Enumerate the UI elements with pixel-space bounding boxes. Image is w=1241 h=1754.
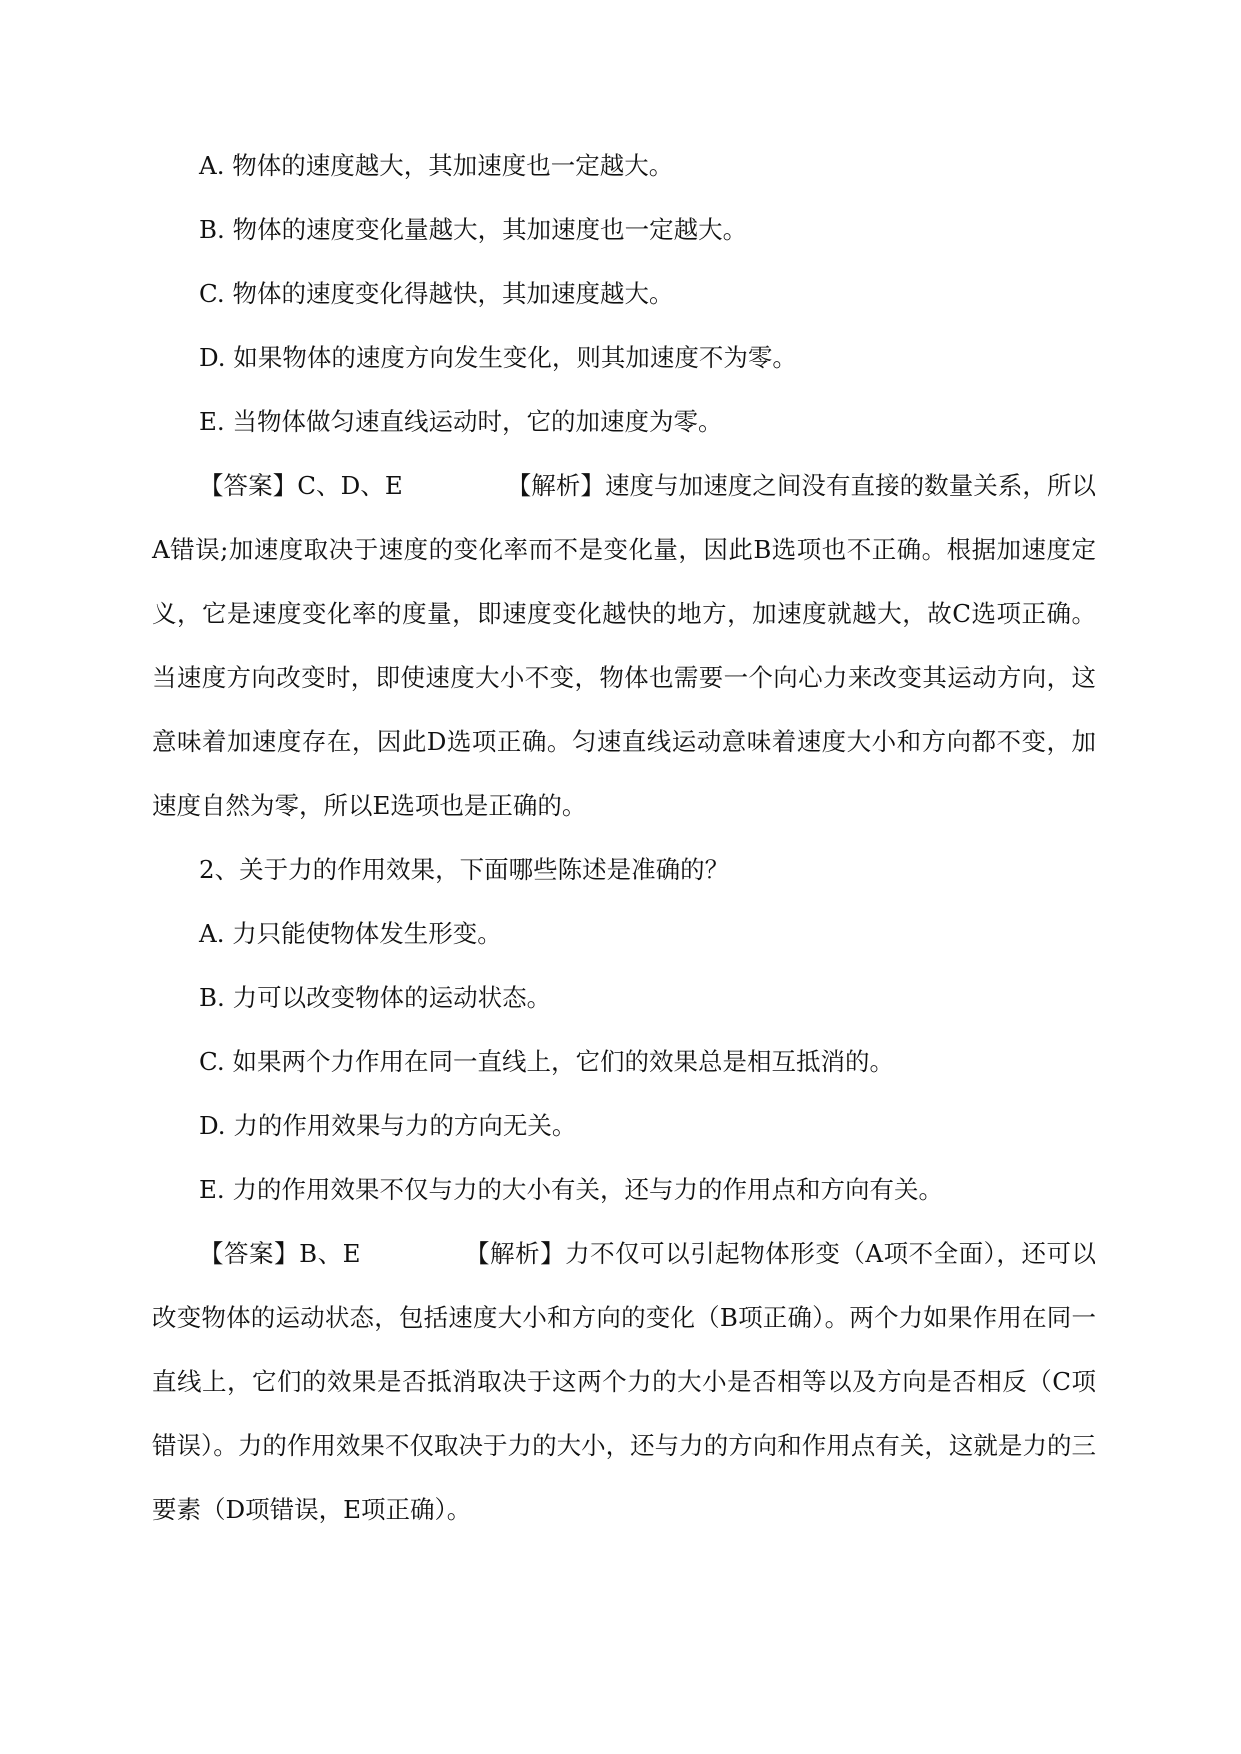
q1-analysis-label: 【解析】 [506,471,605,500]
q1-answer: 【答案】C、D、E [199,471,403,500]
q2-analysis-label: 【解析】 [464,1239,566,1268]
q1-option-d: D. 如果物体的速度方向发生变化，则其加速度不为零。 [199,343,797,372]
q1-option-c: C. 物体的速度变化得越快，其加速度越大。 [199,279,674,308]
q2-question: 2、关于力的作用效果，下面哪些陈述是准确的？ [199,855,730,884]
q2-analysis-text: 力不仅可以引起物体形变（A项不全面），还可以改变物体的运动状态，包括速度大小和方向的变化（B项正确）。两个力如果作用在同一直线上，它们的效果是否抵消取决于这两个力的大小是否相等以及方向是否相反（C项错误）。力的作用效果不仅取决于力的大小，还与力的方向和作用点有关，这就是力的三要素（D项错误，E项正确）。 [152,1239,1096,1524]
q2-option-b: B. 力可以改变物体的运动状态。 [199,983,552,1012]
q1-answer-analysis [152,454,1096,838]
q1-analysis-text: 速度与加速度之间没有直接的数量关系，所以A错误;加速度取决于速度的变化率而不是变化量，因此B选项也不正确。根据加速度定义，它是速度变化率的度量，即速度变化越快的地方，加速度就越大，故C选项正确。当速度方向改变时，即使速度大小不变，物体也需要一个向心力来改变其运动方向，这意味着加速度存在，因此D选项正确。匀速直线运动意味着速度大小和方向都不变，加速度自然为零，所以E选项也是正确的。 [152,471,1097,820]
q2-option-d: D. 力的作用效果与力的方向无关。 [199,1111,577,1140]
q2-option-a: A. 力只能使物体发生形变。 [199,919,502,948]
q2-option-c: C. 如果两个力作用在同一直线上，它们的效果总是相互抵消的。 [199,1047,894,1076]
q2-answer: 【答案】B、E [199,1239,361,1268]
q2-answer-analysis [152,1222,1096,1542]
q2-option-e: E. 力的作用效果不仅与力的大小有关，还与力的作用点和方向有关。 [199,1175,943,1204]
q1-option-a: A. 物体的速度越大，其加速度也一定越大。 [199,151,674,180]
q1-option-e: E. 当物体做匀速直线运动时，它的加速度为零。 [199,407,723,436]
q1-option-b: B. 物体的速度变化量越大，其加速度也一定越大。 [199,215,748,244]
